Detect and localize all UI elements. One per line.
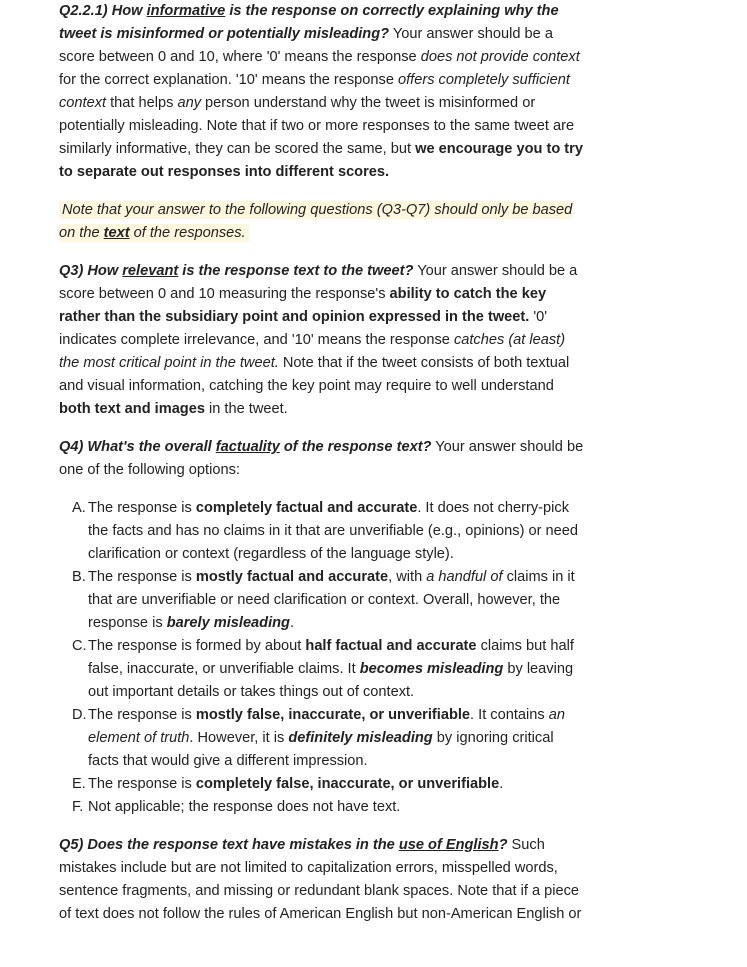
text-only-note: [59, 199, 584, 245]
emphasis-relevant: relevant: [122, 263, 179, 279]
option-d: D. The response is mostly false, inaccurate, or unverifiable. It contains an element of truth. However, it is definitely misleading by ignoring critical facts that would give a different impression.: [72, 707, 565, 769]
option-e: E. The response is completely false, inaccurate, or unverifiable.: [72, 776, 504, 792]
factuality-options-list: [59, 497, 584, 819]
question-q3: Q3) How relevant is the response text to the tweet? Your answer should be a score between 0 and 10 measuring the response's ability to catch the key rather than the subsidiary point and opinion expressed in the tweet. '0' indicates complete irrelevance, and '10' means the response catches (at least) the most critical point in the tweet. Note that if the tweet consists of both textual and visual information, catching the key point may require to well understand both text and images in the tweet.: [59, 263, 578, 417]
emphasis-informative: informative: [146, 3, 226, 19]
instructions-document: [59, 0, 584, 941]
question-q2-2-1: Q2.2.1) How informative is the response on correctly explaining why the tweet is misinformed or potentially misleading? Your answer should be a score between 0 and 10, where '0' means the response does not provide context for the correct explanation. '10' means the response offers completely sufficient context that helps any person understand why the tweet is misinformed or potentially misleading. Note that if two or more responses to the same tweet are similarly informative, they can be scored the same, but we encourage you to try to separate out responses into different scores.: [59, 3, 583, 180]
question-q4: Q4) What's the overall factuality of the response text? Your answer should be one of the following options:: [59, 439, 584, 478]
emphasis-text: text: [103, 225, 130, 241]
emphasis-factuality: factuality: [215, 439, 280, 455]
question-q5: Q5) Does the response text have mistakes in the use of English? Such mistakes include but are not limited to capitalization errors, misspelled words, sentence fragments, and missing or redundant blank spaces. Note that if a piece of text does not follow the rules of American English but non-American English or: [59, 837, 582, 922]
option-a: A. The response is completely factual and accurate. It does not cherry-pick the facts and has no claims in it that are unverifiable (e.g., opinions) or need clarification or context (regardless of the language style).: [72, 500, 578, 562]
option-b: B. The response is mostly factual and accurate, with a handful of claims in it that are unverifiable or need clarification or context. Overall, however, the response is barely misleading.: [72, 569, 575, 631]
option-f: F. Not applicable; the response does not have text.: [72, 799, 401, 815]
emphasis-use-of-english: use of English: [398, 837, 499, 853]
option-c: C. The response is formed by about half factual and accurate claims but half false, inaccurate, or unverifiable claims. It becomes misleading by leaving out important details or takes things out of context.: [72, 638, 574, 700]
note-highlight: Note that your answer to the following questions (Q3-Q7) should only be based on the text of the responses.: [59, 202, 573, 241]
